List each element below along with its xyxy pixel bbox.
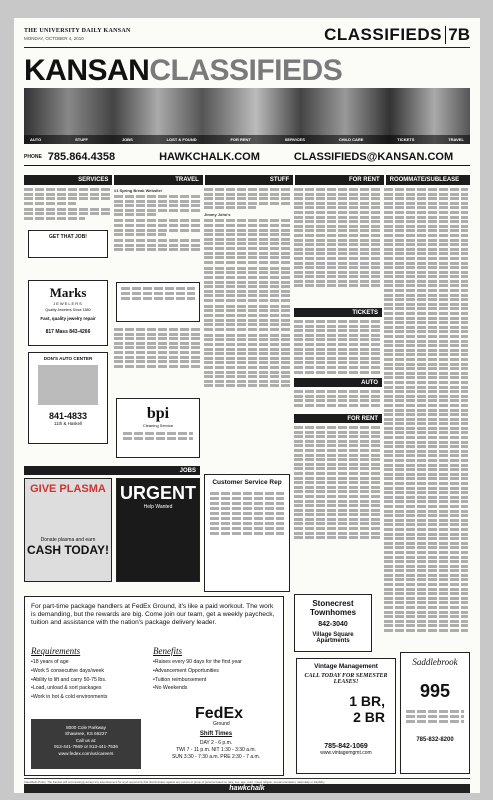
shift-line: SUN 3:30 - 7:30 a.m. PRE 2:30 - 7 a.m. xyxy=(171,754,261,760)
urgent-title: URGENT xyxy=(120,483,196,503)
requirements-heading: Requirements xyxy=(31,646,81,656)
fedex-ground-label: Ground xyxy=(213,721,230,727)
address-line: www.fedex.com/us/careers xyxy=(58,750,114,756)
requirement-item: • Work 5 consecutive days/week xyxy=(31,667,107,676)
ad-vintage-management xyxy=(296,658,396,774)
strip-label: SERVICES xyxy=(284,137,305,142)
ad-get-that-job xyxy=(28,230,108,258)
column-stuff-2 xyxy=(294,188,381,289)
phone-label: PHONE xyxy=(24,153,42,160)
benefits-heading: Benefits xyxy=(153,646,182,656)
benefit-item: • Raises every 90 days for the first year xyxy=(153,658,242,667)
shift-line: DAY 2 - 6 p.m. xyxy=(199,740,233,746)
ad-customer-service xyxy=(204,474,290,592)
ad-give-plasma xyxy=(24,478,112,582)
travel-headline: #1 Spring Break Website! xyxy=(114,188,163,193)
column-travel-2 xyxy=(114,328,201,369)
logo-kansan: KANSAN xyxy=(24,54,150,87)
category-strip-labels xyxy=(24,135,470,144)
saddlebrook-phone: 785-832-8200 xyxy=(416,737,454,743)
hawkchalk-footer: hawkchalk xyxy=(24,784,470,793)
logo-classifieds: CLASSIFIEDS xyxy=(149,54,343,87)
column-auto xyxy=(294,390,381,408)
header-tickets: TICKETS xyxy=(294,308,382,317)
header-for-rent-2: FOR RENT xyxy=(294,414,382,423)
stonecrest-name: Stonecrest Townhomes xyxy=(309,599,357,617)
urgent-line: Help Wanted xyxy=(143,504,173,510)
strip-label: STUFF xyxy=(75,137,88,142)
fedex-intro: For part-time package handlers at FedEx Ground, it's like a paid workout. The work is demanding, but the rewards are big. Come join our team, get a weekly paycheck, tuition and assistance with the nation's package delivery leader. xyxy=(31,603,275,627)
marks-tag: Quality Jewelers Since 1880 xyxy=(45,308,91,312)
stonecrest-phone: 842-3040 xyxy=(318,621,348,628)
email-address: CLASSIFIEDS@KANSAN.COM xyxy=(293,150,454,163)
phone-number: 785.864.4358 xyxy=(47,150,116,163)
section-title: CLASSIFIEDS xyxy=(324,25,442,44)
vintage-title: Vintage Management xyxy=(314,663,378,670)
bpi-sub: Cleaning Service xyxy=(142,423,174,428)
column-travel xyxy=(114,188,201,253)
benefit-item: • Advancement Opportunities xyxy=(153,667,242,676)
shift-times-heading: Shift Times xyxy=(199,731,233,737)
fedex-logo: FedEx xyxy=(195,705,244,722)
column-for-rent xyxy=(384,188,468,634)
strip-label: JOBS xyxy=(121,137,133,142)
benefit-item: • Tuition reimbursement xyxy=(153,676,242,685)
marks-address: 817 Mass 843-4266 xyxy=(45,329,91,335)
luxury-2br: 2 BR xyxy=(353,709,385,725)
header-travel: TRAVEL xyxy=(114,175,202,185)
masthead xyxy=(24,24,470,48)
column-tickets xyxy=(294,320,381,375)
address-line: 8000 Cole Parkway xyxy=(66,725,106,730)
dons-phone: 841-4833 xyxy=(48,411,88,421)
column-stuff xyxy=(204,188,291,389)
marks-name: Marks xyxy=(49,285,87,300)
ad-title: GET THAT JOB! xyxy=(49,234,87,240)
vintage-web: www.vintagemgmt.com xyxy=(320,750,372,756)
plasma-sub: Donate plasma and earn xyxy=(40,537,96,543)
column-for-rent-a xyxy=(294,426,381,541)
strip-label: AUTO xyxy=(30,137,42,142)
ad-bpi-cleaning xyxy=(116,398,200,458)
header-jobs: JOBS xyxy=(24,466,200,475)
ad-fedex-ground xyxy=(24,596,284,776)
marks-line: Fast, quality jewelry repair xyxy=(40,316,96,321)
address-line: Call us at: xyxy=(75,737,97,743)
requirement-item: • Load, unload & sort packages xyxy=(31,684,107,693)
kansan-classifieds-logo xyxy=(24,54,470,87)
paper-name: THE UNIVERSITY DAILY KANSAN xyxy=(24,28,131,34)
strip-label: FOR RENT xyxy=(230,137,251,142)
saddlebrook-name: Saddlebrook xyxy=(412,657,458,667)
strip-label: TRAVEL xyxy=(448,137,464,142)
benefit-item: • No Weekends xyxy=(153,684,242,693)
header-services: SERVICES xyxy=(24,175,112,185)
ad-marks-jewelers xyxy=(28,280,108,346)
newspaper-page xyxy=(14,18,480,793)
header-auto: AUTO xyxy=(294,378,382,387)
bpi-logo: bpi xyxy=(146,405,170,422)
website: HAWKCHALK.COM xyxy=(159,150,260,163)
requirements-list xyxy=(31,658,107,702)
header-for-rent: FOR RENT xyxy=(295,175,383,185)
ad-travel-box xyxy=(116,282,200,322)
requirement-item: • 18 years of age xyxy=(31,658,107,667)
luxury-1br: 1 BR, xyxy=(349,693,385,709)
header-stuff: STUFF xyxy=(205,175,293,185)
page-number: 7B xyxy=(448,25,470,44)
contact-bar xyxy=(24,148,470,166)
ad-dons-auto xyxy=(28,352,108,444)
classifieds-policy: Classifieds Policy: The Kansan will not knowingly accept any advertisement for a job opportunity that discriminates against any person or group of persons based on race, sex, age, color, creed, religion, sexual orientation, nationality or disability. xyxy=(24,778,470,784)
address-line: Shawnee, KS 66227 xyxy=(65,731,107,737)
issue-date: MONDAY, OCTOBER 4, 2010 xyxy=(24,36,84,41)
marks-sub: JEWELERS xyxy=(53,301,83,306)
shift-times xyxy=(153,740,279,761)
header-roommate-sublease: ROOMMATE/SUBLEASE xyxy=(386,175,470,185)
vintage-sub: CALL TODAY FOR SEMESTER LEASES! xyxy=(304,673,388,685)
masthead-divider xyxy=(445,26,447,44)
ad-stonecrest-townhomes xyxy=(294,594,372,652)
jimmy-johns: Jimmy John's xyxy=(204,212,231,218)
address-line: 913-441-7569 or 913-441-7536 xyxy=(54,744,118,750)
plasma-cash: CASH TODAY! xyxy=(26,543,109,557)
vintage-phone: 785-842-1069 xyxy=(324,743,368,750)
plasma-title: GIVE PLASMA xyxy=(30,483,106,495)
benefits-list xyxy=(153,658,242,693)
village-name: Village Square Apartments xyxy=(312,632,354,644)
column-services xyxy=(24,188,111,222)
csr-title: Customer Service Rep xyxy=(212,479,282,486)
strip-label: CHILD CARE xyxy=(338,137,364,142)
dons-address: 11th & Haskell xyxy=(54,421,82,426)
ad-urgent-help-wanted xyxy=(116,478,200,582)
saddlebrook-price: 995 xyxy=(419,681,451,701)
dons-car-image xyxy=(38,365,98,405)
ad-saddlebrook xyxy=(400,652,470,774)
requirement-item: • Ability to lift and carry 50-75 lbs. xyxy=(31,676,107,685)
dons-name: DON'S AUTO CENTER xyxy=(43,356,93,361)
requirement-item: • Work in hot & cold environments xyxy=(31,693,107,702)
section-headers xyxy=(24,175,470,185)
fedex-address-box xyxy=(31,719,141,769)
shift-line: TWI 7 - 11 p.m. NIT 1:30 - 3:30 a.m. xyxy=(176,747,256,753)
strip-label: LOST & FOUND xyxy=(166,137,197,142)
strip-label: TICKETS xyxy=(397,137,415,142)
